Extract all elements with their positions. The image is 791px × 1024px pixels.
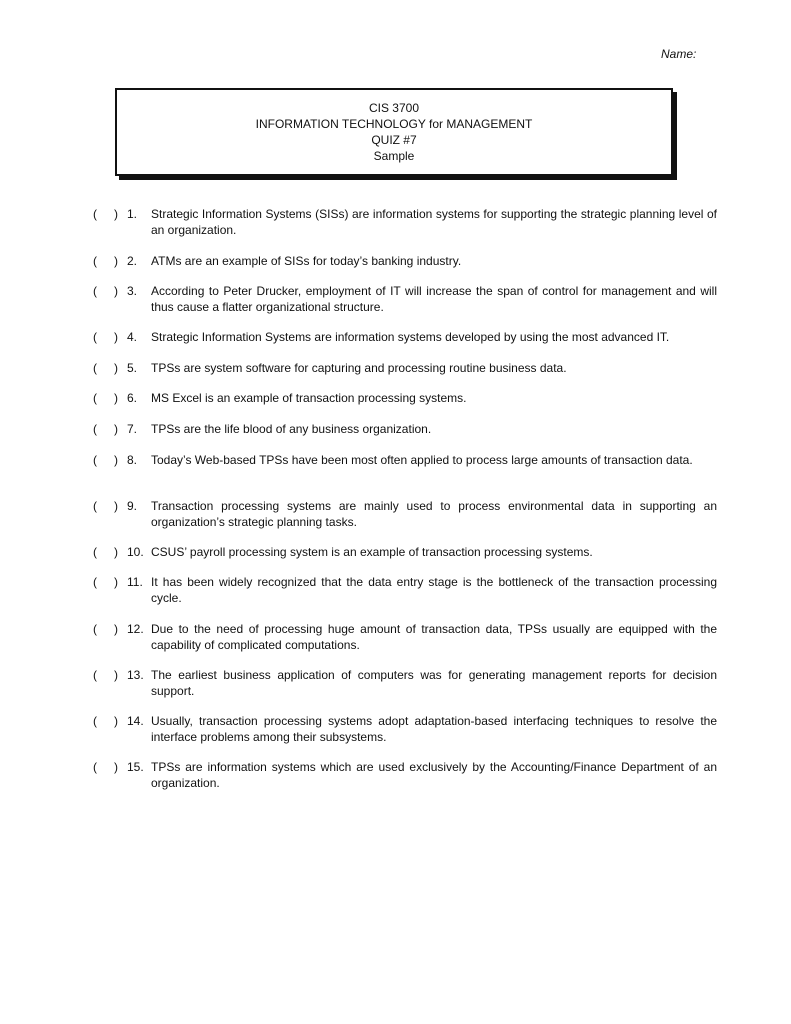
answer-blank-open[interactable]: ( (93, 622, 97, 636)
question-number: 7. (127, 422, 138, 436)
title-box (115, 88, 673, 176)
answer-blank-open[interactable]: ( (93, 453, 97, 467)
answer-blank-open[interactable]: ( (93, 575, 97, 589)
question-text: TPSs are the life blood of any business organization. (151, 422, 432, 436)
question-text: Transaction processing systems are mainly used to process environmental data in supporting an organization’s strategic planning tasks. (151, 499, 717, 529)
answer-blank-open[interactable]: ( (93, 668, 97, 682)
answer-blank-open[interactable]: ( (93, 207, 97, 221)
answer-blank-open[interactable]: ( (93, 422, 97, 436)
answer-blank-close: ) (114, 714, 118, 728)
course-title: INFORMATION TECHNOLOGY for MANAGEMENT (255, 117, 533, 131)
answer-blank-close: ) (114, 499, 118, 513)
answer-blank-close: ) (114, 453, 118, 467)
question-number: 1. (127, 207, 138, 221)
question-number: 2. (127, 254, 138, 268)
question-text: It has been widely recognized that the data entry stage is the bottleneck of the transaction processing cycle. (151, 575, 717, 605)
question-text: ATMs are an example of SISs for today’s banking industry. (151, 254, 462, 268)
answer-blank-open[interactable]: ( (93, 545, 97, 559)
course-code: CIS 3700 (368, 101, 420, 115)
question-text: Today’s Web-based TPSs have been most often applied to process large amounts of transaction data. (151, 453, 693, 467)
question-text: TPSs are information systems which are used exclusively by the Accounting/Finance Department of an organization. (151, 760, 717, 790)
answer-blank-close: ) (114, 284, 118, 298)
question-text: The earliest business application of computers was for generating management reports for decision support. (151, 668, 717, 698)
question-number: 3. (127, 284, 138, 298)
question-number: 9. (127, 499, 138, 513)
question-text: According to Peter Drucker, employment of IT will increase the span of control for management and will thus cause a flatter organizational structure. (151, 284, 717, 314)
question-number: 12. (127, 622, 144, 636)
answer-blank-close: ) (114, 760, 118, 774)
question-text: CSUS’ payroll processing system is an example of transaction processing systems. (151, 545, 593, 559)
answer-blank-open[interactable]: ( (93, 760, 97, 774)
question-number: 15. (127, 760, 144, 774)
answer-blank-close: ) (114, 391, 118, 405)
name-label: Name: (661, 47, 697, 61)
question-text: Usually, transaction processing systems adopt adaptation-based interfacing techniques to resolve the interface problems among their subsystems. (151, 714, 717, 744)
answer-blank-open[interactable]: ( (93, 330, 97, 344)
question-text: TPSs are system software for capturing and processing routine business data. (151, 361, 567, 375)
question-number: 8. (127, 453, 138, 467)
question-number: 6. (127, 391, 138, 405)
answer-blank-open[interactable]: ( (93, 714, 97, 728)
answer-blank-open[interactable]: ( (93, 361, 97, 375)
answer-blank-close: ) (114, 254, 118, 268)
answer-blank-close: ) (114, 361, 118, 375)
question-number: 4. (127, 330, 138, 344)
question-text: MS Excel is an example of transaction processing systems. (151, 391, 467, 405)
question-text: Due to the need of processing huge amount of transaction data, TPSs usually are equipped with the capability of complicated computations. (151, 622, 717, 652)
answer-blank-close: ) (114, 575, 118, 589)
answer-blank-close: ) (114, 668, 118, 682)
question-text: Strategic Information Systems (SISs) are information systems for supporting the strategic planning level of an organization. (151, 207, 717, 237)
answer-blank-open[interactable]: ( (93, 284, 97, 298)
answer-blank-close: ) (114, 545, 118, 559)
answer-blank-open[interactable]: ( (93, 254, 97, 268)
question-number: 10. (127, 545, 144, 559)
answer-blank-open[interactable]: ( (93, 499, 97, 513)
question-number: 14. (127, 714, 144, 728)
answer-blank-close: ) (114, 422, 118, 436)
answer-blank-close: ) (114, 330, 118, 344)
quiz-subtitle: Sample (373, 149, 415, 163)
question-number: 11. (127, 575, 143, 589)
question-number: 5. (127, 361, 138, 375)
question-text: Strategic Information Systems are information systems developed by using the most advanced IT. (151, 330, 670, 344)
answer-blank-close: ) (114, 622, 118, 636)
quiz-number: QUIZ #7 (371, 133, 417, 147)
answer-blank-close: ) (114, 207, 118, 221)
question-number: 13. (127, 668, 144, 682)
answer-blank-open[interactable]: ( (93, 391, 97, 405)
